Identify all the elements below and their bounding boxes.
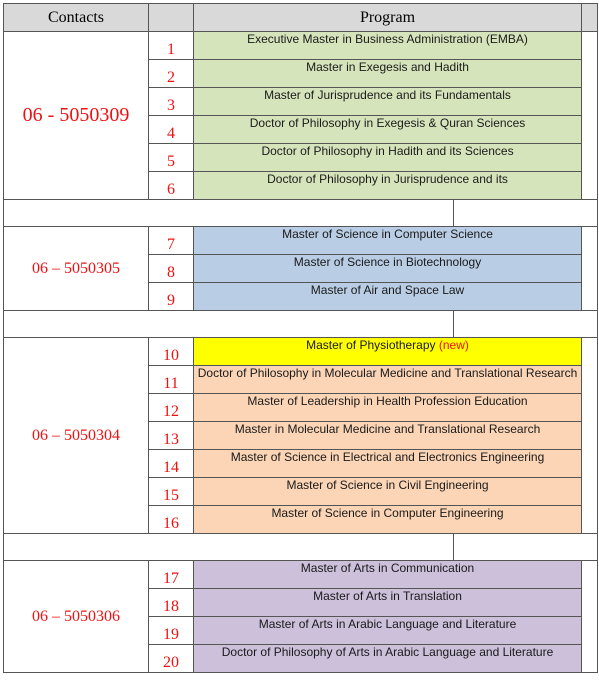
program-name-field: Physiotherapy <box>359 338 436 352</box>
row-number: 1 <box>149 32 194 60</box>
table-row <box>4 32 598 60</box>
program-name: Master of Air and Space Law <box>194 283 582 311</box>
row-number: 6 <box>149 172 194 200</box>
program-name: Doctor of Philosophy in Jurisprudence and its <box>194 172 582 200</box>
spacer-cell <box>4 200 454 227</box>
row-number: 19 <box>149 617 194 645</box>
program-name: Master of Leadership in Health Profession Education <box>194 394 582 422</box>
program-name: Executive Master in Business Administration (EMBA) <box>194 32 582 60</box>
row-number: 12 <box>149 394 194 422</box>
edge-cell <box>582 227 598 311</box>
program-name-prefix: Master of <box>306 338 360 352</box>
row-number: 15 <box>149 478 194 506</box>
spacer-row <box>4 534 598 561</box>
row-number: 20 <box>149 645 194 673</box>
table-row <box>4 561 598 589</box>
program-name <box>194 338 582 366</box>
edge-cell <box>582 338 598 534</box>
row-number: 3 <box>149 88 194 116</box>
spacer-cell <box>454 200 598 227</box>
table-row <box>4 227 598 255</box>
program-name: Doctor of Philosophy of Arts in Arabic Language and Literature <box>194 645 582 673</box>
program-name: Doctor of Philosophy in Exegesis & Quran Sciences <box>194 116 582 144</box>
row-number: 2 <box>149 60 194 88</box>
row-number: 17 <box>149 561 194 589</box>
row-number: 10 <box>149 338 194 366</box>
program-name: Master of Science in Electrical and Electronics Engineering <box>194 450 582 478</box>
spacer-cell <box>454 311 598 338</box>
header-edge-cell <box>582 4 598 32</box>
program-name: Doctor of Philosophy in Molecular Medicine and Translational Research <box>194 366 582 394</box>
program-header: Program <box>194 4 582 32</box>
program-name: Master of Science in Biotechnology <box>194 255 582 283</box>
contact-number: 06 – 5050304 <box>4 338 149 534</box>
spacer-cell <box>454 534 598 561</box>
header-row <box>4 4 598 32</box>
contacts-header: Contacts <box>4 4 149 32</box>
row-number: 13 <box>149 422 194 450</box>
program-name: Master of Jurisprudence and its Fundamentals <box>194 88 582 116</box>
program-name: Master of Science in Computer Science <box>194 227 582 255</box>
edge-cell <box>582 32 598 200</box>
contact-number: 06 – 5050305 <box>4 227 149 311</box>
table-row <box>4 338 598 366</box>
program-name: Master of Science in Computer Engineering <box>194 506 582 534</box>
contact-number: 06 - 5050309 <box>4 32 149 200</box>
row-number: 11 <box>149 366 194 394</box>
contact-number: 06 – 5050306 <box>4 561 149 673</box>
spacer-cell <box>4 534 454 561</box>
program-name: Master of Arts in Arabic Language and Literature <box>194 617 582 645</box>
programs-table <box>3 3 598 673</box>
row-number: 9 <box>149 283 194 311</box>
row-number: 8 <box>149 255 194 283</box>
row-number: 4 <box>149 116 194 144</box>
row-number: 18 <box>149 589 194 617</box>
row-number: 5 <box>149 144 194 172</box>
program-name: Master of Arts in Communication <box>194 561 582 589</box>
program-name: Master in Molecular Medicine and Translational Research <box>194 422 582 450</box>
spacer-cell <box>4 311 454 338</box>
edge-cell <box>582 561 598 673</box>
header-spacer <box>149 4 194 32</box>
spacer-row <box>4 311 598 338</box>
row-number: 14 <box>149 450 194 478</box>
new-badge: (new) <box>438 338 469 352</box>
program-name: Master in Exegesis and Hadith <box>194 60 582 88</box>
program-name: Master of Arts in Translation <box>194 589 582 617</box>
row-number: 7 <box>149 227 194 255</box>
row-number: 16 <box>149 506 194 534</box>
program-name: Master of Science in Civil Engineering <box>194 478 582 506</box>
program-name: Doctor of Philosophy in Hadith and its Sciences <box>194 144 582 172</box>
spacer-row <box>4 200 598 227</box>
